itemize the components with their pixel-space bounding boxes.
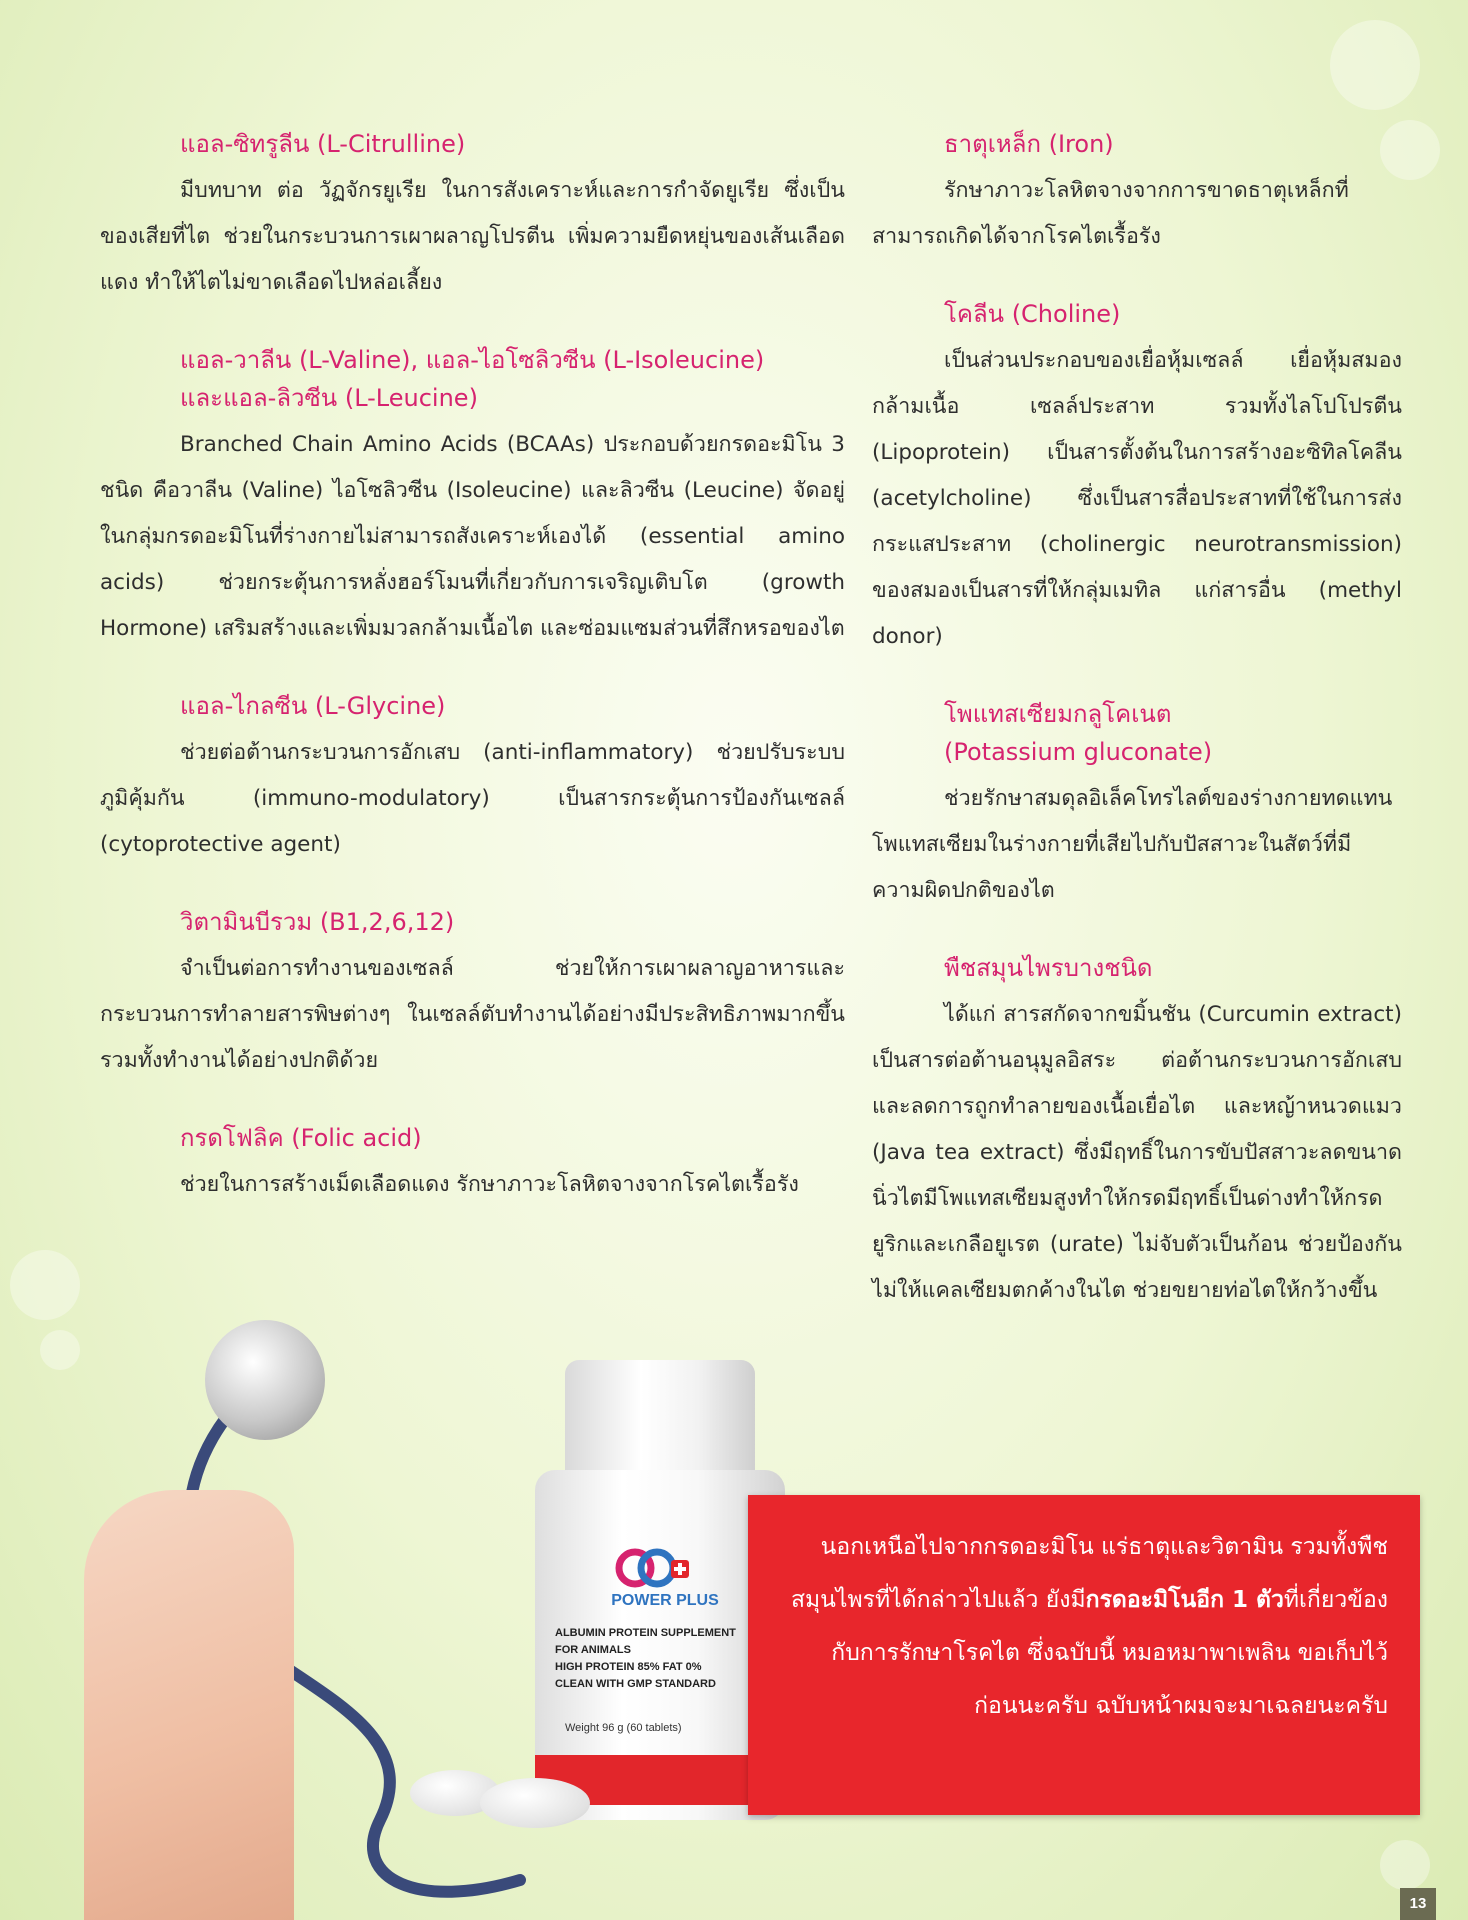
feature-item: CLEAN WITH GMP STANDARD [555, 1678, 716, 1690]
feature-item: ALBUMIN PROTEIN SUPPLEMENT [555, 1627, 736, 1639]
section-heading-line2: และแอล-ลิวซีน (L-Leucine) [180, 384, 478, 412]
brand-name: POWER PLUS [611, 1592, 719, 1609]
section-heading: แอล-ไกลซีน (L-Glycine) [180, 692, 446, 720]
section-body: จำเป็นต่อการทำงานของเซลล์ ช่วยให้การเผาผลาญอาหารและกระบวนการทำลายสารพิษต่างๆ ในเซลล์ตับทำงานได้อย่างมีประสิทธิภาพมากขึ้น รวมทั้งทำงานได้อย่างปกติด้วย [100, 956, 845, 1073]
background-bubble [10, 1250, 80, 1320]
background-bubble [1380, 1840, 1430, 1890]
hand-image [84, 1490, 294, 1920]
feature-item: HIGH PROTEIN 85% FAT 0% [555, 1661, 702, 1673]
left-column [100, 126, 845, 1244]
section-glycine [100, 688, 845, 868]
section-citrulline [100, 126, 845, 306]
section-herbs [872, 950, 1402, 1314]
section-iron [872, 126, 1402, 260]
tablet-image [480, 1778, 590, 1828]
background-bubble [1330, 20, 1420, 110]
bottle-cap [565, 1360, 755, 1480]
page-number: 13 [1400, 1888, 1436, 1920]
section-potassium [872, 696, 1402, 914]
section-heading: วิตามินบีรวม (B1,2,6,12) [180, 908, 455, 936]
section-body: ได้แก่ สารสกัดจากขมิ้นชัน (Curcumin extract) เป็นสารต่อต้านอนุมูลอิสระ ต่อต้านกระบวนการอักเสบและลดการถูกทำลายของเนื้อเยื่อไต และหญ้าหนวดแมว (Java tea extract) ซึ่งมีฤทธิ์ในการขับปัสสาวะลดขนาดนิ่วไตมีโพแทสเซียมสูงทำให้กรดมีฤทธิ์เป็นด่างทำให้กรดยูริกและเกลือยูเรต (urate) ไม่จับตัวเป็นก้อน ช่วยป้องกันไม่ให้แคลเซียมตกค้างในไต ช่วยขยายท่อไตให้กว้างขึ้น [872, 1002, 1402, 1303]
product-features [555, 1625, 775, 1693]
callout-box [748, 1495, 1420, 1815]
section-body: ช่วยต่อต้านกระบวนการอักเสบ (anti-inflammatory) ช่วยปรับระบบภูมิคุ้มกัน (immuno-modulatory) เป็นสารกระตุ้นการป้องกันเซลล์ (cytoprotective agent) [100, 740, 845, 857]
section-heading: โพแทสเซียมกลูโคเนต [944, 700, 1172, 728]
section-heading: แอล-วาลีน (L-Valine), แอล-ไอโซลิวซีน (L-Isoleucine) [180, 346, 765, 374]
section-body: ช่วยรักษาสมดุลอิเล็คโทรไลต์ของร่างกายทดแทนโพแทสเซียมในร่างกายที่เสียไปกับปัสสาวะในสัตว์ที่มีความผิดปกติของไต [872, 786, 1393, 903]
section-body: Branched Chain Amino Acids (BCAAs) ประกอบด้วยกรดอะมิโน 3 ชนิด คือวาลีน (Valine) ไอโซลิวซีน (Isoleucine) และลิวซีน (Leucine) จัดอยู่ในกลุ่มกรดอะมิโนที่ร่างกายไม่สามารถสังเคราะห์เองได้ (essential amino acids) ช่วยกระตุ้นการหลั่งฮอร์โมนที่เกี่ยวกับการเจริญเติบโต (growth Hormone) เสริมสร้างและเพิ่มมวลกล้ามเนื้อไต และซ่อมแซมส่วนที่สึกหรอของไต [100, 432, 845, 641]
callout-text-bold: กรดอะมิโนอีก 1 ตัว [1085, 1587, 1284, 1613]
callout-text-part1: นอกเหนือไปจากกรดอะมิโน แร่ธาตุและวิตามิน รวมทั้งพืชสมุนไพรที่ได้กล่าวไปแล้ว ยังมี [790, 1534, 1388, 1613]
feature-item: FOR ANIMALS [555, 1644, 631, 1656]
section-heading: แอล-ซิทรูลีน (L-Citrulline) [180, 130, 466, 158]
brand-logo-icon [613, 1542, 693, 1592]
section-heading: กรดโฟลิค (Folic acid) [180, 1124, 422, 1152]
section-heading: ธาตุเหล็ก (Iron) [944, 130, 1114, 158]
section-folic-acid [100, 1120, 845, 1208]
section-bcaa [100, 342, 845, 652]
section-body: เป็นส่วนประกอบของเยื่อหุ้มเซลล์ เยื่อหุ้มสมอง กล้ามเนื้อ เซลล์ประสาท รวมทั้งไลโปโปรตีน (Lipoprotein) เป็นสารตั้งต้นในการสร้างอะซิทิลโคลีน (acetylcholine) ซึ่งเป็นสารสื่อประสาทที่ใช้ในการส่งกระแสประสาท (cholinergic neurotransmission) ของสมองเป็นสารที่ให้กลุ่มเมทิล แก่สารอื่น (methyl donor) [872, 348, 1402, 649]
section-body: รักษาภาวะโลหิตจางจากการขาดธาตุเหล็กที่สามารถเกิดได้จากโรคไตเรื้อรัง [872, 178, 1349, 249]
section-heading-line2: (Potassium gluconate) [944, 738, 1213, 766]
product-weight: Weight 96 g (60 tablets) [565, 1722, 682, 1734]
section-body: ช่วยในการสร้างเม็ดเลือดแดง รักษาภาวะโลหิตจางจากโรคไตเรื้อรัง [180, 1172, 799, 1197]
section-body: มีบทบาท ต่อ วัฏจักรยูเรีย ในการสังเคราะห์และการกำจัดยูเรีย ซึ่งเป็นของเสียที่ไต ช่วยในกระบวนการเผาผลาญโปรตีน เพิ่มความยืดหยุ่นของเส้นเลือดแดง ทำให้ไตไม่ขาดเลือดไปหล่อเลี้ยง [100, 178, 845, 295]
section-heading: พืชสมุนไพรบางชนิด [944, 954, 1153, 982]
section-heading: โคลีน (Choline) [944, 300, 1121, 328]
callout-text-part2: ที่เกี่ยวข้องกับการรักษาโรคไต ซึ่งฉบับนี้ หมอหมาพาเพลิน ขอเก็บไว้ก่อนนะครับ ฉบับหน้าผมจะมาเฉลยนะครับ [831, 1587, 1388, 1719]
right-column [872, 126, 1402, 1350]
stethoscope-chestpiece-icon [205, 1320, 325, 1440]
section-vitamin-b [100, 904, 845, 1084]
section-choline [872, 296, 1402, 660]
callout-text [788, 1521, 1388, 1733]
